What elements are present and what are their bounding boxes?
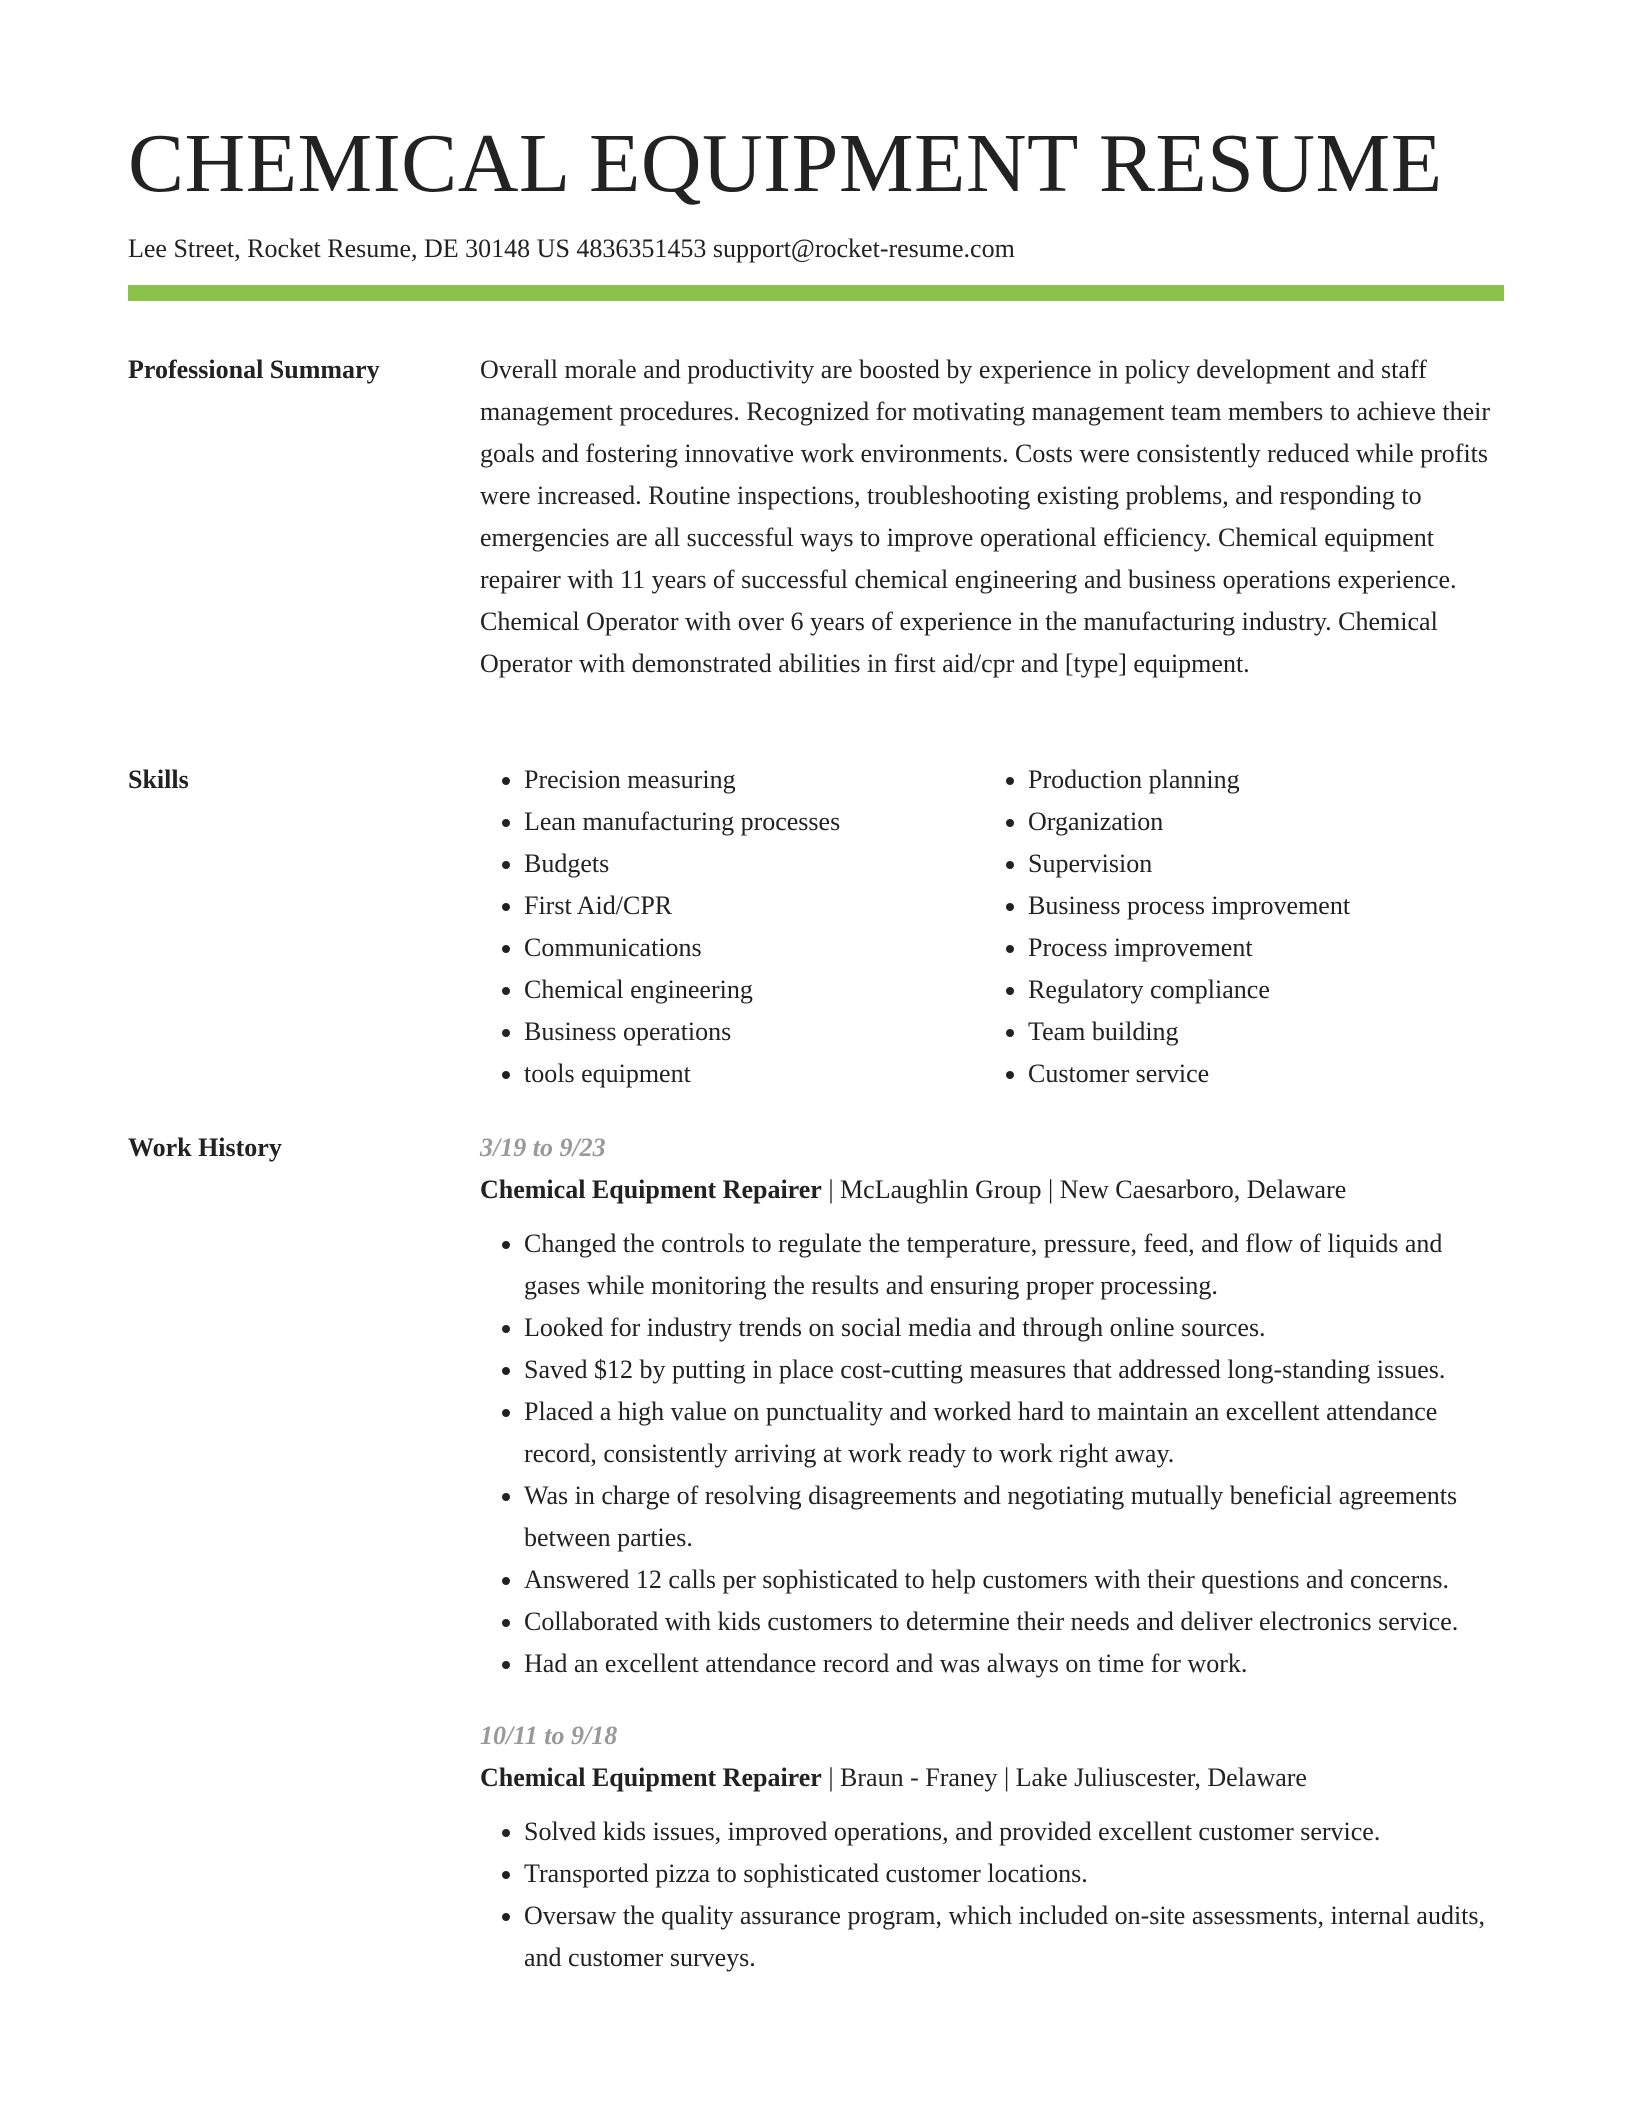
skills-list-left xyxy=(480,759,984,1095)
summary-heading: Professional Summary xyxy=(128,355,380,384)
job-role: Chemical Equipment Repairer xyxy=(480,1763,822,1792)
skill-item: • Production planning xyxy=(1028,759,1488,801)
skill-item: • tools equipment xyxy=(524,1053,984,1095)
job-bullet: • Saved $12 by putting in place cost-cutting measures that addressed long-standing issues. xyxy=(524,1349,1504,1391)
job-employer-location: | McLaughlin Group | New Caesarboro, Delaware xyxy=(821,1175,1347,1204)
job-entry xyxy=(480,1715,1504,1979)
skill-item: • Supervision xyxy=(1028,843,1488,885)
job-bullet: • Answered 12 calls per sophisticated to help customers with their questions and concerns. xyxy=(524,1559,1504,1601)
job-bullet: • Looked for industry trends on social media and through online sources. xyxy=(524,1307,1504,1349)
job-role: Chemical Equipment Repairer xyxy=(480,1175,822,1204)
skill-item: • Lean manufacturing processes xyxy=(524,801,984,843)
summary-body xyxy=(480,349,1504,685)
contact-info: Lee Street, Rocket Resume, DE 30148 US 4836351453 support@rocket-resume.com xyxy=(128,234,1015,263)
skill-item: • Process improvement xyxy=(1028,927,1488,969)
job-title-line xyxy=(480,1169,1504,1211)
skill-item: • Precision measuring xyxy=(524,759,984,801)
resume-title: CHEMICAL EQUIPMENT RESUME xyxy=(128,117,1443,210)
skill-item: • Customer service xyxy=(1028,1053,1488,1095)
job-bullet: • Transported pizza to sophisticated customer locations. xyxy=(524,1853,1504,1895)
skill-item: • Business operations xyxy=(524,1011,984,1053)
job-bullet: • Oversaw the quality assurance program, which included on-site assessments, internal audits, and customer surveys. xyxy=(524,1895,1504,1979)
skill-item: • Team building xyxy=(1028,1011,1488,1053)
work-history-body xyxy=(480,1127,1504,1979)
skill-item: • Business process improvement xyxy=(1028,885,1488,927)
skills-body xyxy=(480,759,1504,1095)
accent-divider xyxy=(128,285,1504,301)
skills-list-right xyxy=(984,759,1488,1095)
job-bullet: • Was in charge of resolving disagreements and negotiating mutually beneficial agreements between parties. xyxy=(524,1475,1504,1559)
work-history-heading: Work History xyxy=(128,1133,282,1162)
skill-item: • Budgets xyxy=(524,843,984,885)
skills-columns xyxy=(480,759,1504,1095)
job-bullet: • Collaborated with kids customers to determine their needs and deliver electronics service. xyxy=(524,1601,1504,1643)
job-dates: 10/11 to 9/18 xyxy=(480,1721,618,1750)
job-entry xyxy=(480,1127,1504,1685)
skills-heading: Skills xyxy=(128,765,189,794)
skill-item: • Regulatory compliance xyxy=(1028,969,1488,1011)
job-bullet: • Had an excellent attendance record and was always on time for work. xyxy=(524,1643,1504,1685)
job-title-line xyxy=(480,1757,1504,1799)
job-bullets xyxy=(480,1223,1504,1685)
job-dates: 3/19 to 9/23 xyxy=(480,1133,606,1162)
job-bullets xyxy=(480,1811,1504,1979)
summary-text: Overall morale and productivity are boosted by experience in policy development and staff management procedures. Recognized for motivating management team members to achieve their goals and fostering innovative work environments. Costs were consistently reduced while profits were increased. Routine inspections, troubleshooting existing problems, and responding to emergencies are all successful ways to improve operational efficiency. Chemical equipment repairer with 11 years of successful chemical engineering and business operations experience. Chemical Operator with over 6 years of experience in the manufacturing industry. Chemical Operator with demonstrated abilities in first aid/cpr and [type] equipment. xyxy=(480,355,1491,678)
skill-item: • First Aid/CPR xyxy=(524,885,984,927)
skill-item: • Organization xyxy=(1028,801,1488,843)
job-bullet: • Changed the controls to regulate the temperature, pressure, feed, and flow of liquids and gases while monitoring the results and ensuring proper processing. xyxy=(524,1223,1504,1307)
job-bullet: • Placed a high value on punctuality and worked hard to maintain an excellent attendance record, consistently arriving at work ready to work right away. xyxy=(524,1391,1504,1475)
skill-item: • Chemical engineering xyxy=(524,969,984,1011)
skill-item: • Communications xyxy=(524,927,984,969)
job-bullet: • Solved kids issues, improved operations, and provided excellent customer service. xyxy=(524,1811,1504,1853)
job-employer-location: | Braun - Franey | Lake Juliuscester, Delaware xyxy=(821,1763,1307,1792)
